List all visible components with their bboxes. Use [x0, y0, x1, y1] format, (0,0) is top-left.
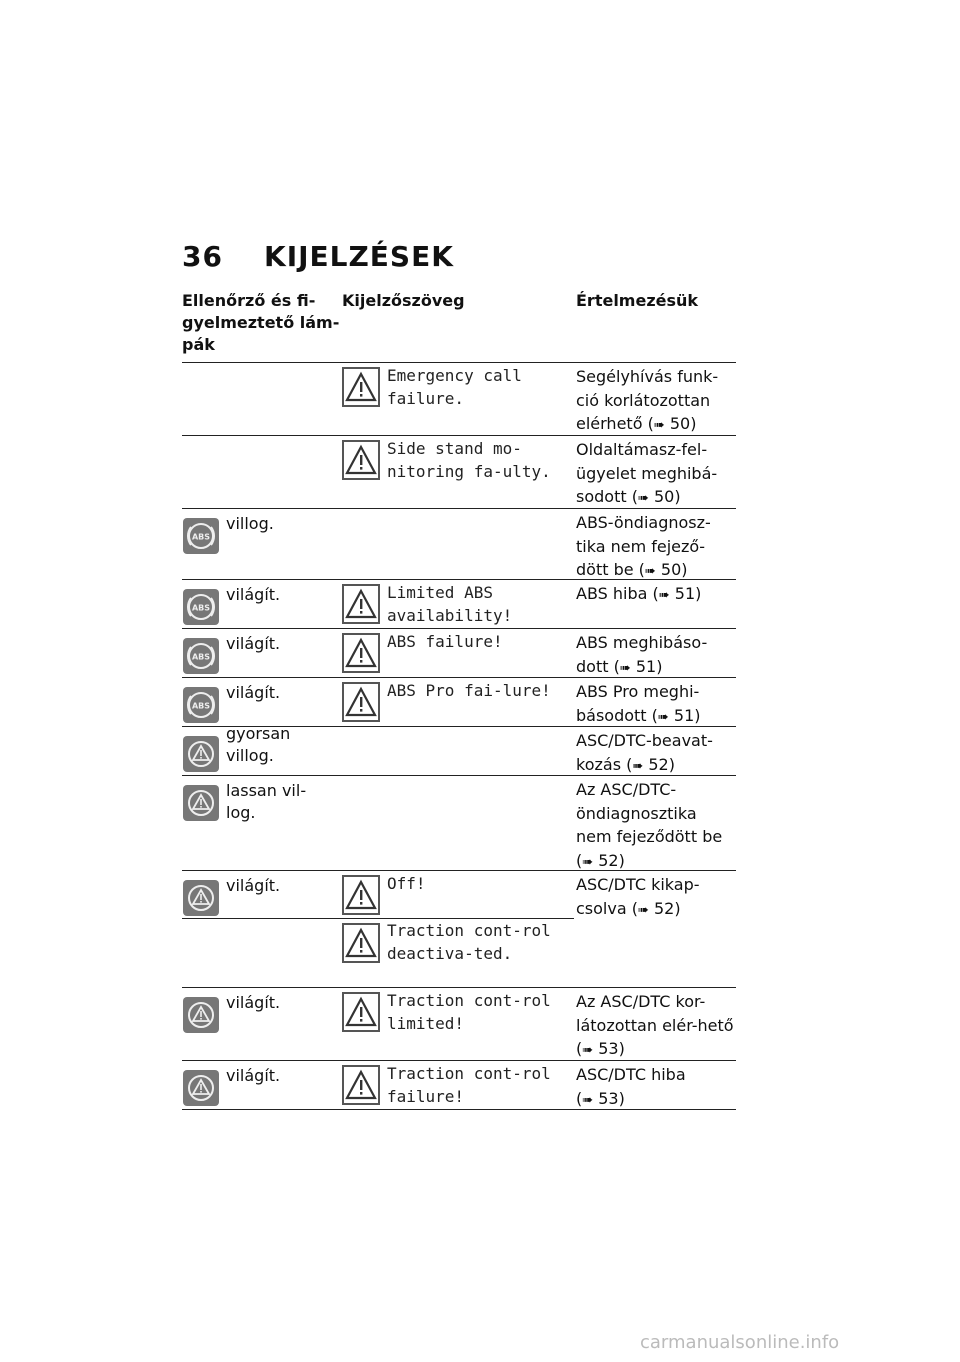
- meaning-description: ABS hiba: [576, 584, 648, 603]
- meaning-description: Az ASC/DTC kor-látozottan elér-hető: [576, 992, 734, 1035]
- display-text: Traction cont-rol failure!: [387, 1064, 561, 1106]
- page-reference-number: 53): [598, 1088, 625, 1108]
- reference-arrow-icon: ➠: [619, 660, 631, 676]
- general-warning-triangle-icon: [342, 440, 380, 480]
- table-row: [182, 871, 736, 988]
- abs-warning-light-icon: [182, 517, 220, 555]
- page-reference-number: 50): [669, 414, 697, 433]
- lamp-status-text: világít.: [226, 634, 281, 653]
- reference-arrow-icon: ➠: [582, 854, 594, 870]
- meaning-description: ASC/DTC hiba: [576, 1065, 686, 1084]
- lamp-status-text: lassan vil-log.: [226, 781, 307, 822]
- meaning-text: [576, 438, 736, 511]
- page-reference-number: 51): [673, 705, 701, 725]
- page-reference: (➠ 52): [626, 755, 675, 774]
- general-warning-triangle-icon: [342, 633, 380, 673]
- table-row: [182, 1061, 736, 1110]
- table-row: [182, 678, 736, 727]
- page-reference-number: 51): [635, 656, 663, 676]
- page-reference: (➠ 51): [614, 657, 663, 676]
- meaning-description: ABS-öndiagnosz-tika nem fejező-dött be: [576, 513, 711, 579]
- table-row: [182, 580, 736, 629]
- reference-arrow-icon: ➠: [632, 758, 644, 774]
- lamp-status-text: világít.: [226, 585, 281, 604]
- lamp-status-text: világít.: [226, 876, 281, 895]
- meaning-description: ASC/DTC-beavat-kozás: [576, 731, 713, 774]
- page-reference-number: 52): [648, 754, 675, 774]
- asc-dtc-warning-light-icon: [182, 1069, 220, 1107]
- page-reference: (➠ 53): [576, 1089, 625, 1108]
- reference-arrow-icon: ➠: [658, 588, 670, 603]
- table-row: [182, 436, 736, 509]
- page-reference: (➠ 53): [576, 1039, 625, 1058]
- abs-warning-light-icon: [182, 637, 220, 675]
- meaning-text: [576, 729, 736, 778]
- svg-text:ABS: ABS: [191, 701, 211, 711]
- meaning-description: Segélyhívás funk-ció korlátozottan elérhető: [576, 367, 719, 433]
- svg-text:ABS: ABS: [191, 603, 211, 613]
- table-row: [182, 988, 736, 1061]
- display-text: Side stand mo-nitoring fa-ulty.: [387, 439, 551, 481]
- display-text: Off!: [387, 874, 426, 893]
- meaning-text: [576, 1063, 706, 1112]
- meaning-description: ABS meghibáso-dott: [576, 633, 708, 676]
- lamp-status-text: világít.: [226, 1066, 281, 1085]
- meaning-description: Oldaltámasz-fel-ügyelet meghibá-sodott: [576, 440, 718, 506]
- svg-text:ABS: ABS: [191, 652, 211, 662]
- page-reference: (➠ 51): [652, 706, 701, 725]
- meaning-text: [576, 631, 736, 680]
- meaning-text: [576, 365, 736, 438]
- page-heading: [182, 240, 454, 273]
- meaning-text: [576, 990, 736, 1063]
- watermark-footer[interactable]: carmanualsonline.info: [640, 1332, 840, 1353]
- meaning-description: ABS Pro meghi-básodott: [576, 682, 700, 725]
- meaning-text: [576, 680, 736, 729]
- general-warning-triangle-icon: [342, 584, 380, 624]
- lamp-status-text: világít.: [226, 993, 281, 1012]
- table-row: [182, 629, 736, 678]
- asc-dtc-warning-light-icon: [182, 735, 220, 773]
- page-reference-number: 50): [660, 560, 688, 579]
- reference-arrow-icon: ➠: [582, 1043, 594, 1058]
- page-reference: (➠ 50): [632, 487, 681, 506]
- lamp-status-text: gyorsan villog.: [226, 724, 291, 765]
- row-divider: [182, 918, 574, 919]
- reference-arrow-icon: ➠: [582, 1092, 594, 1108]
- general-warning-triangle-icon: [342, 923, 380, 963]
- page-reference-number: 53): [598, 1039, 625, 1058]
- page-reference-number: 52): [598, 850, 625, 870]
- display-text: Traction cont-rol deactiva-ted.: [387, 921, 561, 963]
- reference-arrow-icon: ➠: [644, 564, 656, 579]
- general-warning-triangle-icon: [342, 367, 380, 407]
- display-text: ABS failure!: [387, 632, 503, 651]
- page-reference: (➠ 52): [576, 851, 625, 870]
- table-row: [182, 509, 736, 580]
- page-reference: (➠ 52): [632, 899, 681, 918]
- column-header-lamp: Ellenőrző és fi-gyelmeztető lám-pák: [182, 291, 340, 354]
- asc-dtc-warning-light-icon: [182, 784, 220, 822]
- display-text: ABS Pro fai-lure!: [387, 681, 551, 700]
- column-header-display: Kijelzőszöveg: [342, 291, 465, 310]
- display-text: Emergency call failure.: [387, 366, 532, 408]
- asc-dtc-warning-light-icon: [182, 879, 220, 917]
- display-text: Limited ABS availability!: [387, 583, 513, 625]
- meaning-text: [576, 873, 736, 922]
- lamp-status-text: villog.: [226, 514, 274, 533]
- meaning-description: Az ASC/DTC-öndiagnosztika nem fejeződött be: [576, 780, 723, 846]
- general-warning-triangle-icon: [342, 1065, 380, 1105]
- page-reference: (➠ 51): [653, 584, 702, 603]
- asc-dtc-warning-light-icon: [182, 996, 220, 1034]
- reference-arrow-icon: ➠: [657, 709, 669, 725]
- indicator-table: [182, 362, 736, 1110]
- page-number: 36: [182, 240, 223, 273]
- svg-text:ABS: ABS: [191, 532, 211, 542]
- page-reference: (➠ 50): [648, 414, 697, 433]
- table-row: [182, 724, 736, 776]
- meaning-description: ASC/DTC kikap-csolva: [576, 875, 700, 918]
- page-reference: (➠ 50): [639, 560, 688, 579]
- column-header-meaning: Értelmezésük: [576, 291, 699, 310]
- abs-warning-light-icon: [182, 588, 220, 626]
- reference-arrow-icon: ➠: [653, 418, 665, 433]
- general-warning-triangle-icon: [342, 875, 380, 915]
- lamp-status-text: világít.: [226, 683, 281, 702]
- page-title: KIJELZÉSEK: [264, 240, 454, 273]
- meaning-text: [576, 778, 726, 874]
- page-reference-number: 52): [653, 898, 681, 918]
- display-text: Traction cont-rol limited!: [387, 991, 561, 1033]
- page-reference-number: 51): [674, 584, 702, 603]
- general-warning-triangle-icon: [342, 992, 380, 1032]
- page-reference-number: 50): [653, 487, 681, 506]
- meaning-text: [576, 582, 736, 608]
- general-warning-triangle-icon: [342, 682, 380, 722]
- abs-warning-light-icon: [182, 686, 220, 724]
- table-row: [182, 776, 736, 871]
- table-row: [182, 363, 736, 436]
- reference-arrow-icon: ➠: [637, 491, 649, 506]
- meaning-text: [576, 511, 736, 584]
- reference-arrow-icon: ➠: [637, 902, 649, 918]
